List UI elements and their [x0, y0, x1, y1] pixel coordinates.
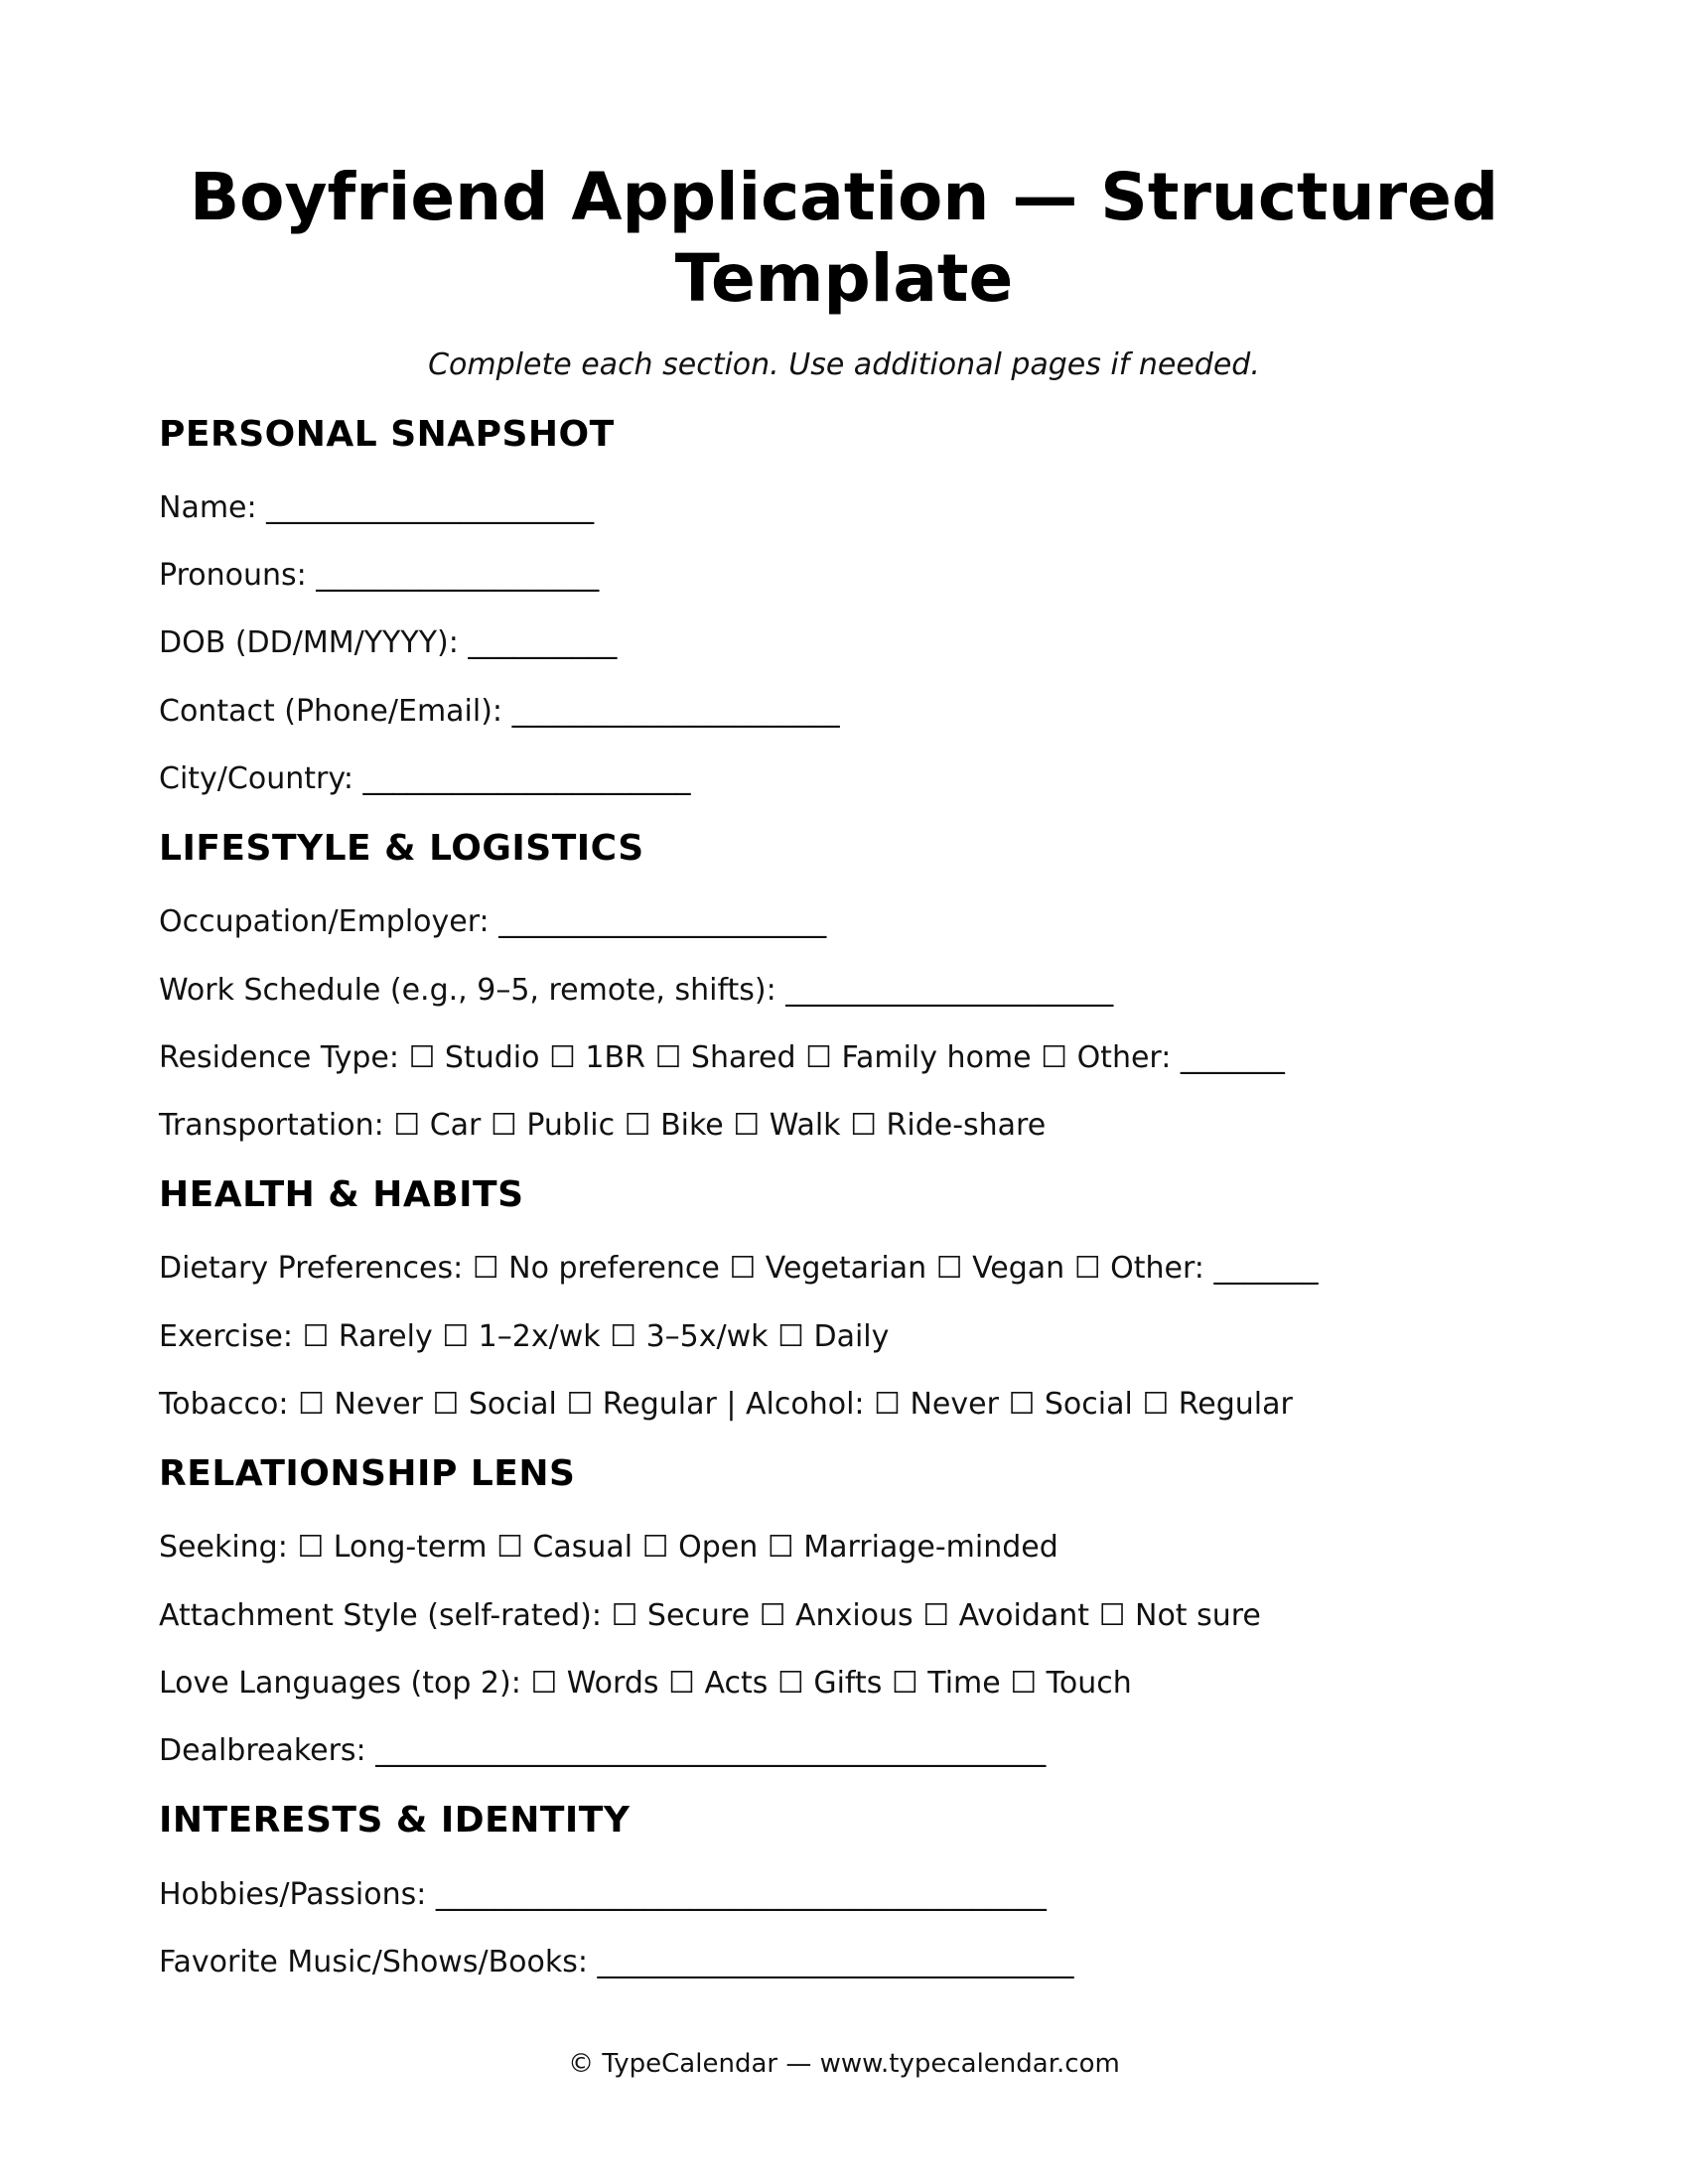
section-heading-personal-snapshot: PERSONAL SNAPSHOT: [159, 414, 615, 455]
page-instructions: Complete each section. Use additional pages if needed.: [428, 347, 1260, 382]
field-residence-type[interactable]: Residence Type: ☐ Studio ☐ 1BR ☐ Shared ☐ Family home ☐ Other: _______: [159, 1040, 1285, 1075]
field-city-country[interactable]: City/Country: ______________________: [159, 761, 691, 796]
field-pronouns[interactable]: Pronouns: ___________________: [159, 558, 600, 593]
footer-copyright: © TypeCalendar — www.typecalendar.com: [568, 2049, 1120, 2079]
page-title: Boyfriend Application — Structured Template: [189, 159, 1499, 317]
section-heading-health-habits: HEALTH & HABITS: [159, 1174, 524, 1215]
field-dietary-preferences[interactable]: Dietary Preferences: ☐ No preference ☐ Vegetarian ☐ Vegan ☐ Other: _______: [159, 1251, 1319, 1286]
field-name[interactable]: Name: ______________________: [159, 490, 595, 525]
field-favorite-media[interactable]: Favorite Music/Shows/Books: ________________________________: [159, 1945, 1074, 1979]
field-work-schedule[interactable]: Work Schedule (e.g., 9–5, remote, shifts): ______________________: [159, 973, 1114, 1008]
field-attachment-style[interactable]: Attachment Style (self-rated): ☐ Secure ☐ Anxious ☐ Avoidant ☐ Not sure: [159, 1598, 1261, 1633]
field-tobacco-alcohol[interactable]: Tobacco: ☐ Never ☐ Social ☐ Regular | Alcohol: ☐ Never ☐ Social ☐ Regular: [159, 1387, 1293, 1422]
field-exercise[interactable]: Exercise: ☐ Rarely ☐ 1–2x/wk ☐ 3–5x/wk ☐ Daily: [159, 1319, 890, 1354]
section-heading-relationship-lens: RELATIONSHIP LENS: [159, 1453, 576, 1494]
field-contact[interactable]: Contact (Phone/Email): ______________________: [159, 694, 840, 729]
field-hobbies[interactable]: Hobbies/Passions: _________________________________________: [159, 1877, 1047, 1912]
field-occupation[interactable]: Occupation/Employer: ______________________: [159, 904, 827, 939]
field-seeking[interactable]: Seeking: ☐ Long-term ☐ Casual ☐ Open ☐ Marriage-minded: [159, 1530, 1058, 1565]
section-heading-lifestyle-logistics: LIFESTYLE & LOGISTICS: [159, 828, 644, 869]
section-heading-interests-identity: INTERESTS & IDENTITY: [159, 1800, 631, 1841]
field-love-languages[interactable]: Love Languages (top 2): ☐ Words ☐ Acts ☐ Gifts ☐ Time ☐ Touch: [159, 1666, 1132, 1701]
field-dealbreakers[interactable]: Dealbreakers: _____________________________________________: [159, 1733, 1047, 1768]
field-dob[interactable]: DOB (DD/MM/YYYY): __________: [159, 625, 618, 660]
field-transportation[interactable]: Transportation: ☐ Car ☐ Public ☐ Bike ☐ Walk ☐ Ride-share: [159, 1108, 1047, 1143]
